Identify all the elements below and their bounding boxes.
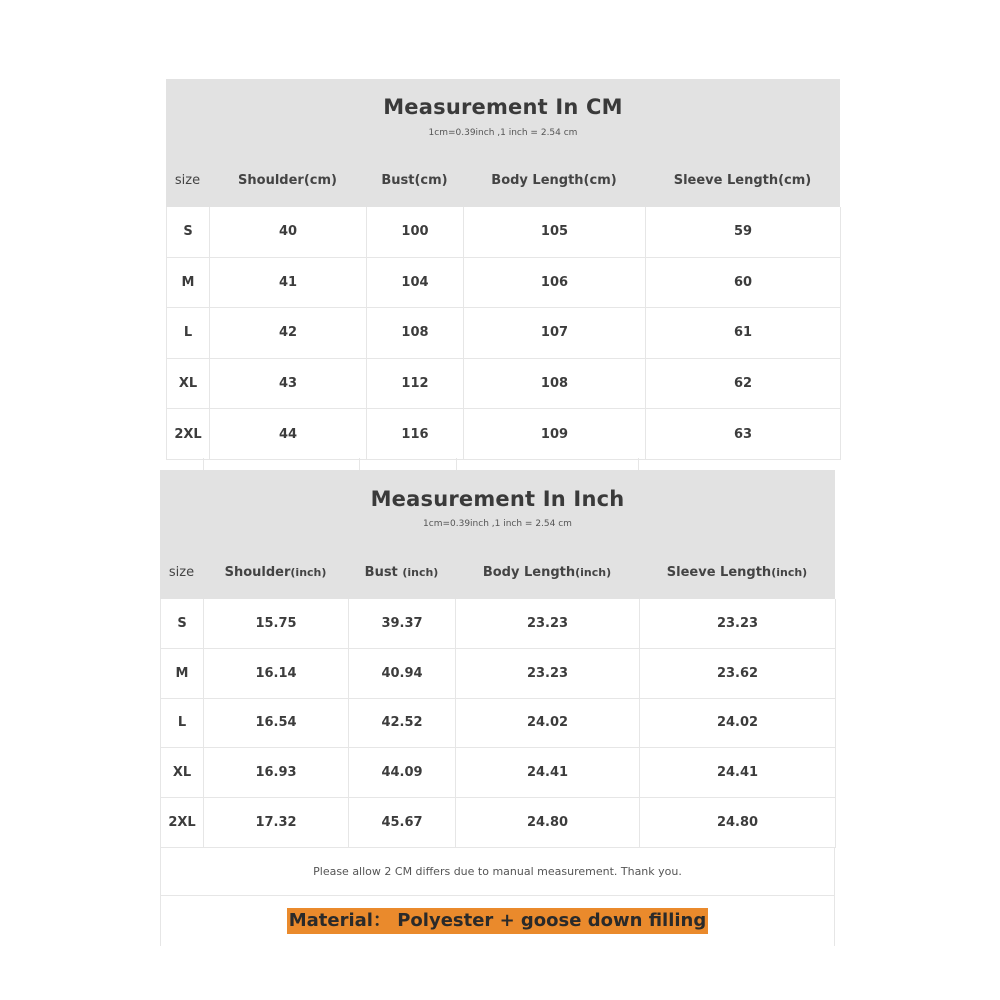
cell-size: S	[167, 207, 210, 257]
cell-body-length: 24.41	[456, 748, 640, 798]
cell-sleeve-length: 63	[646, 409, 841, 460]
cell-body-length: 105	[464, 207, 646, 257]
inch-column-headers	[160, 557, 835, 587]
cell-size: L	[161, 698, 204, 748]
cell-size: XL	[167, 358, 210, 409]
cell-sleeve-length: 24.41	[640, 748, 836, 798]
cell-body-length: 107	[464, 308, 646, 359]
cell-shoulder: 40	[210, 207, 367, 257]
header-main: Body Length	[482, 564, 576, 580]
cell-sleeve-length: 62	[646, 358, 841, 409]
measurement-disclaimer: Please allow 2 CM differs due to manual measurement. Thank you.	[160, 848, 835, 896]
material-row	[160, 896, 835, 946]
cell-bust: 112	[367, 358, 464, 409]
separator-tick	[359, 458, 360, 470]
table-row	[161, 648, 836, 698]
inch-table-body	[160, 599, 836, 848]
table-row	[161, 698, 836, 748]
cell-shoulder: 43	[210, 358, 367, 409]
cell-sleeve-length: 24.80	[640, 798, 836, 848]
cm-table-title: Measurement In CM	[383, 95, 623, 119]
cell-size: M	[167, 257, 210, 308]
table-row	[167, 207, 841, 257]
cell-sleeve-length: 59	[646, 207, 841, 257]
table-row	[167, 257, 841, 308]
header-unit: (inch)	[575, 565, 612, 579]
cell-bust: 116	[367, 409, 464, 460]
table-row	[167, 358, 841, 409]
column-header-body-length: Body Length(cm)	[491, 172, 617, 188]
cell-body-length: 106	[464, 257, 646, 308]
header-unit: (inch)	[290, 565, 327, 579]
header-unit: (inch)	[402, 565, 439, 579]
header-main: Bust	[364, 564, 403, 580]
cell-bust: 42.52	[349, 698, 456, 748]
table-row	[161, 599, 836, 648]
cell-body-length: 23.23	[456, 648, 640, 698]
cell-sleeve-length: 61	[646, 308, 841, 359]
cell-body-length: 24.80	[456, 798, 640, 848]
cm-table-body	[166, 207, 841, 460]
cell-sleeve-length: 23.23	[640, 599, 836, 648]
cell-bust: 40.94	[349, 648, 456, 698]
column-header-size: size	[174, 172, 201, 188]
cell-shoulder: 16.14	[204, 648, 349, 698]
table-row	[167, 308, 841, 359]
inch-table-title: Measurement In Inch	[370, 487, 625, 511]
inch-table-conversion-note: 1cm=0.39inch ,1 inch = 2.54 cm	[423, 519, 572, 529]
cell-body-length: 24.02	[456, 698, 640, 748]
separator-tick	[456, 458, 457, 470]
separator-tick	[203, 458, 204, 470]
cell-size: M	[161, 648, 204, 698]
cell-shoulder: 44	[210, 409, 367, 460]
cell-body-length: 108	[464, 358, 646, 409]
cell-size: 2XL	[167, 409, 210, 460]
header-main: size	[168, 564, 195, 580]
cell-sleeve-length: 23.62	[640, 648, 836, 698]
header-unit: (inch)	[771, 565, 808, 579]
cell-bust: 108	[367, 308, 464, 359]
cell-bust: 45.67	[349, 798, 456, 848]
column-header-bust	[348, 565, 455, 580]
cell-bust: 39.37	[349, 599, 456, 648]
cell-shoulder: 16.93	[204, 748, 349, 798]
cell-size: XL	[161, 748, 204, 798]
cell-shoulder: 15.75	[204, 599, 349, 648]
table-row	[167, 409, 841, 460]
cell-shoulder: 16.54	[204, 698, 349, 748]
column-header-sleeve-length: Sleeve Length(cm)	[673, 172, 812, 188]
cm-table-header	[166, 79, 840, 207]
cell-shoulder: 41	[210, 257, 367, 308]
cell-shoulder: 17.32	[204, 798, 349, 848]
cm-measurement-table	[166, 79, 840, 460]
header-main: Sleeve Length	[666, 564, 772, 580]
column-header-shoulder	[203, 565, 348, 580]
column-header-shoulder: Shoulder(cm)	[238, 172, 337, 188]
cm-table-conversion-note: 1cm=0.39inch ,1 inch = 2.54 cm	[428, 128, 578, 138]
inch-table-header	[160, 470, 835, 599]
table-row	[161, 798, 836, 848]
column-header-size	[160, 565, 203, 580]
cell-size: L	[167, 308, 210, 359]
cell-body-length: 109	[464, 409, 646, 460]
material-label: Material： Polyester + goose down filling	[287, 908, 709, 934]
column-header-bust: Bust(cm)	[381, 172, 448, 188]
inch-measurement-table	[160, 470, 835, 946]
cell-body-length: 23.23	[456, 599, 640, 648]
header-main: Shoulder	[224, 564, 291, 580]
cell-shoulder: 42	[210, 308, 367, 359]
cell-bust: 104	[367, 257, 464, 308]
cell-bust: 100	[367, 207, 464, 257]
cell-size: 2XL	[161, 798, 204, 848]
cell-sleeve-length: 60	[646, 257, 841, 308]
cm-column-headers	[166, 165, 840, 195]
column-header-body-length	[455, 565, 639, 580]
separator-tick	[638, 458, 639, 470]
cell-sleeve-length: 24.02	[640, 698, 836, 748]
table-separator-ticks	[0, 458, 1000, 470]
cell-bust: 44.09	[349, 748, 456, 798]
cell-size: S	[161, 599, 204, 648]
column-header-sleeve-length	[639, 565, 835, 580]
table-row	[161, 748, 836, 798]
